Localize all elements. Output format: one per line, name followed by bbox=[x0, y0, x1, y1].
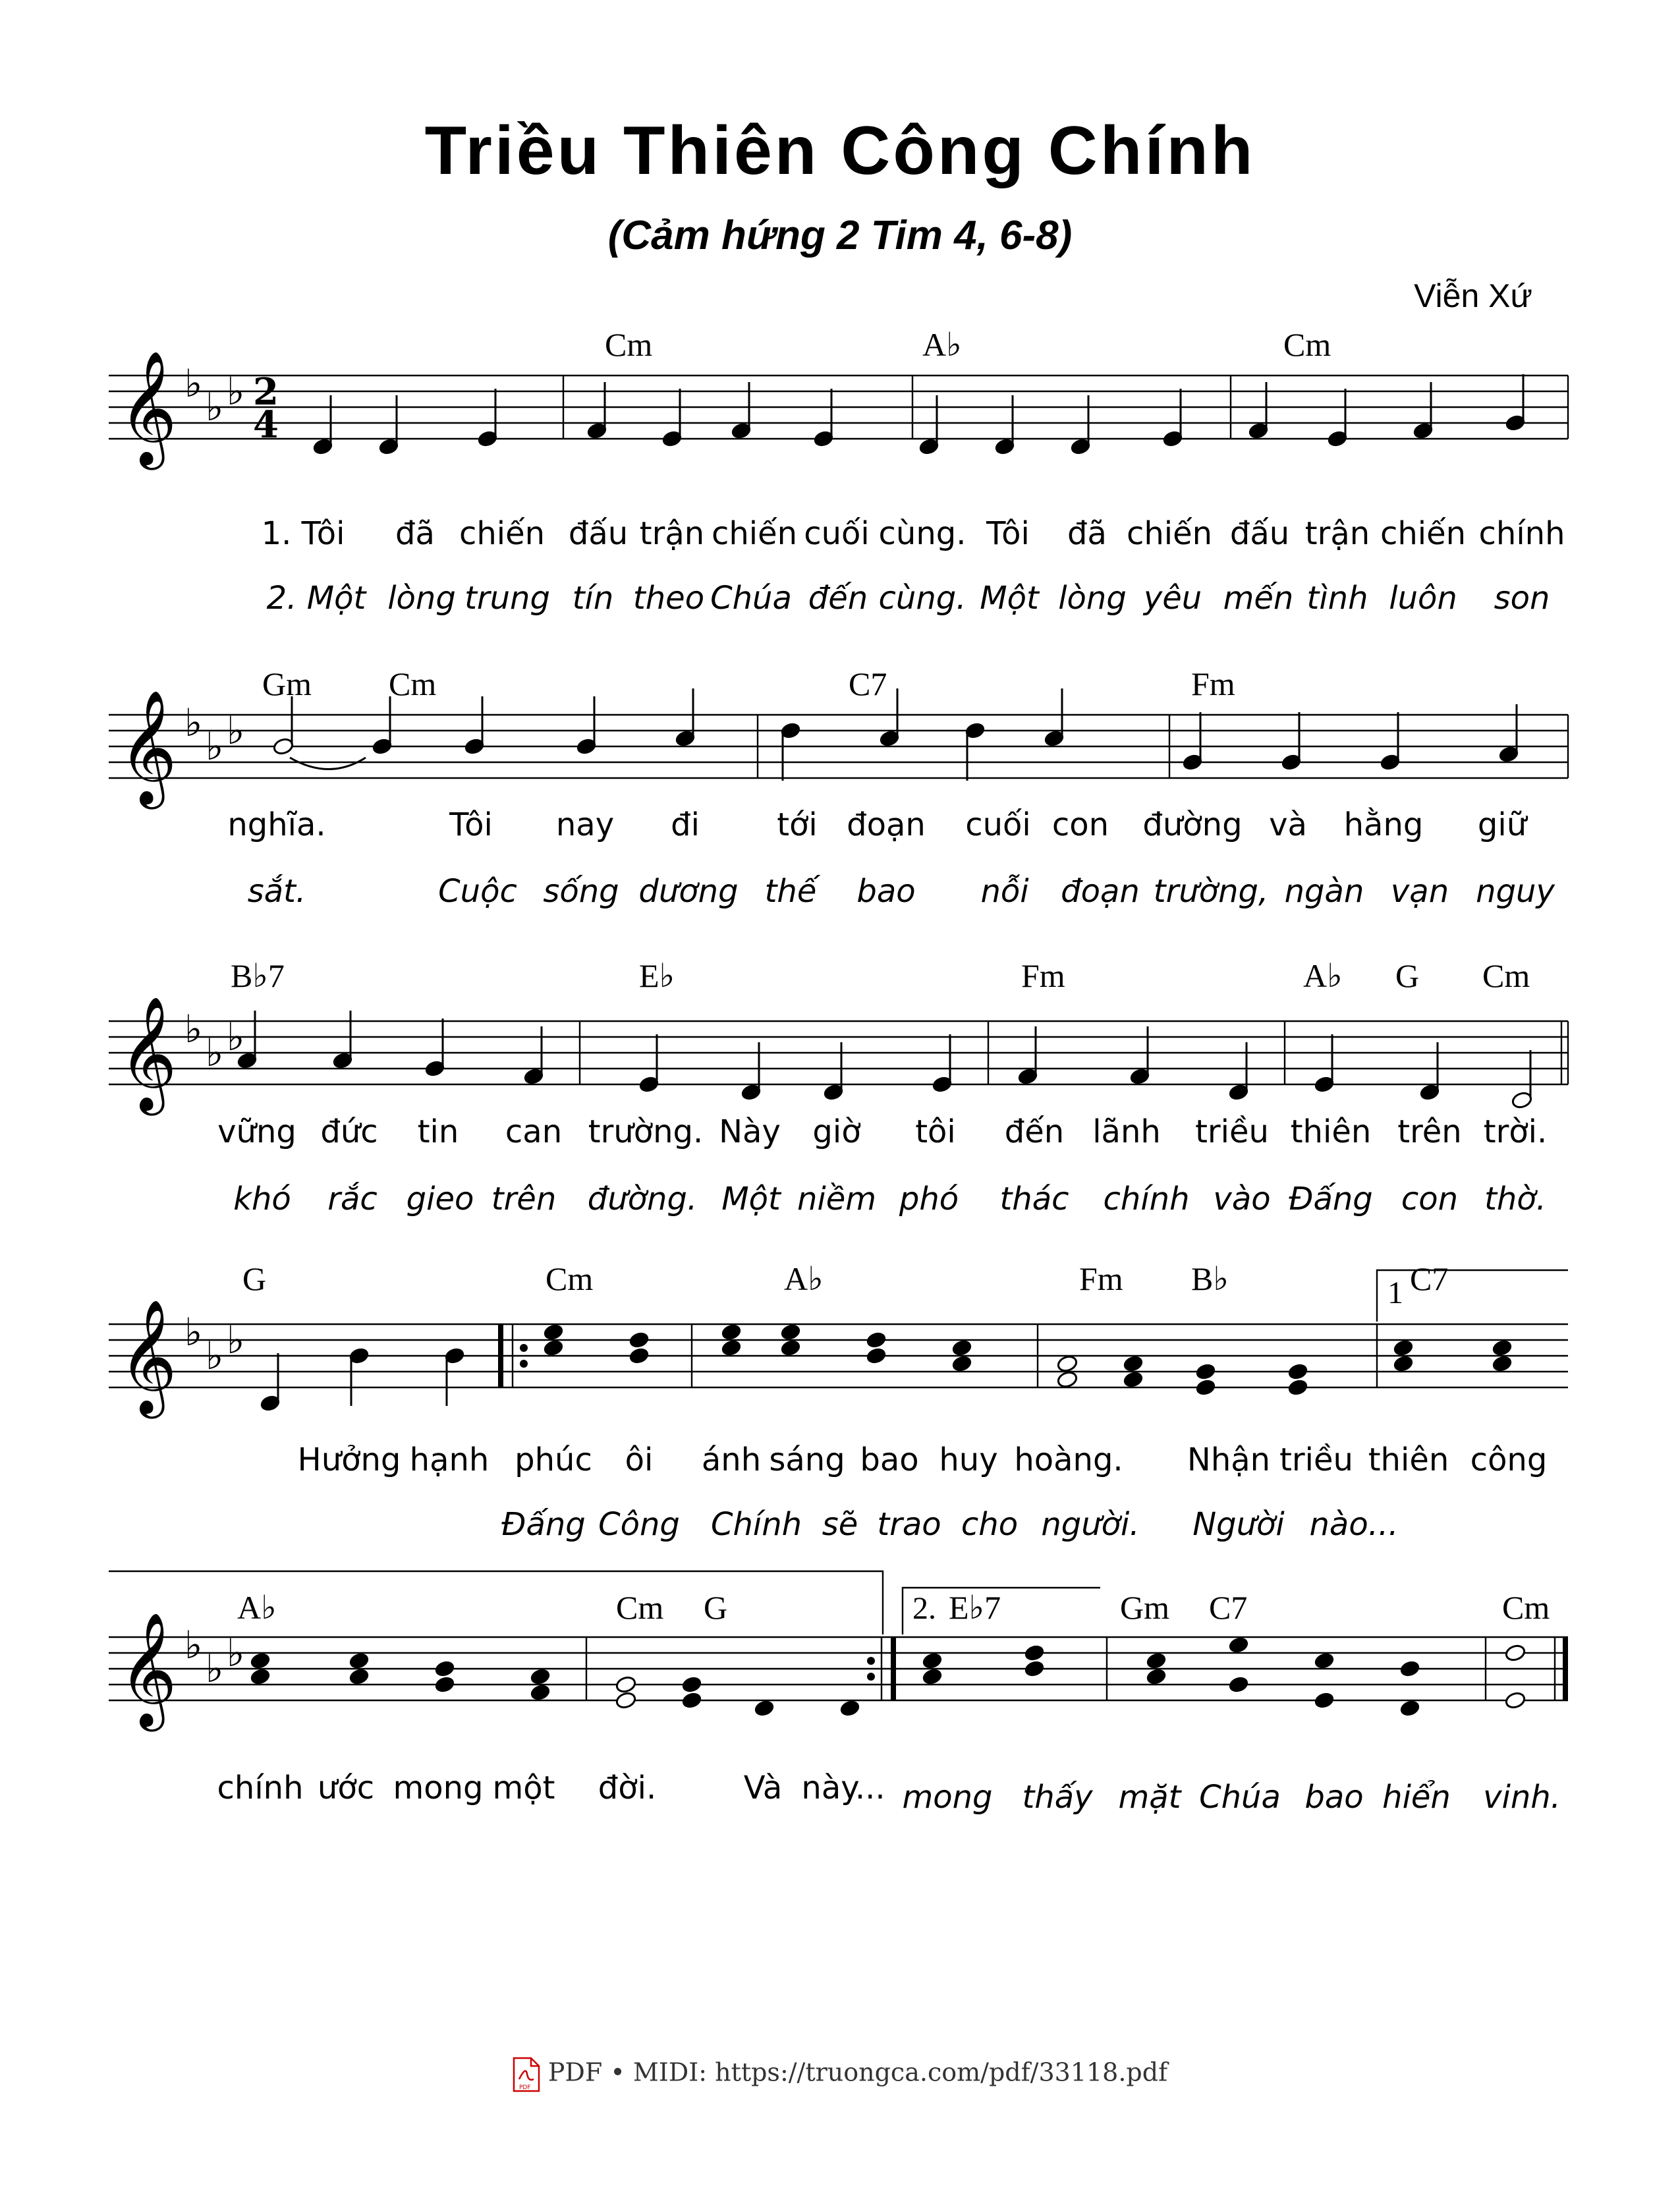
chord-symbols bbox=[262, 665, 1235, 702]
lyric-syllable: Nhận bbox=[1187, 1441, 1271, 1478]
lyric-syllable: mặt bbox=[1118, 1779, 1181, 1816]
treble-clef-icon: 𝄞 bbox=[119, 996, 177, 1111]
pdf-file-icon bbox=[513, 2057, 540, 2092]
lyric-syllable: giờ bbox=[812, 1113, 861, 1150]
chord-symbol: E♭7 bbox=[949, 1589, 1001, 1626]
lyric-syllable: đã bbox=[395, 515, 435, 552]
lyric-syllable: đức bbox=[320, 1113, 378, 1150]
lyric-syllable: thiên bbox=[1290, 1113, 1372, 1150]
lyric-syllable: bao bbox=[856, 873, 916, 910]
notes bbox=[260, 1324, 1513, 1412]
lyric-syllable: chính bbox=[1103, 1181, 1190, 1217]
lyrics-verse-1 bbox=[0, 806, 1680, 846]
lyric-syllable: luôn bbox=[1389, 580, 1457, 617]
chord-symbol: Fm bbox=[1079, 1260, 1123, 1297]
lyric-syllable: chính bbox=[217, 1770, 304, 1806]
lyric-syllable: lãnh bbox=[1092, 1113, 1161, 1150]
lyric-syllable: mến bbox=[1223, 580, 1294, 617]
lyric-syllable: Một bbox=[721, 1181, 781, 1217]
lyric-syllable: con bbox=[1051, 806, 1109, 843]
svg-text:♭: ♭ bbox=[206, 1030, 224, 1075]
lyric-syllable: Cuộc bbox=[438, 873, 517, 910]
first-ending-bracket-continued bbox=[109, 1571, 883, 1634]
chord-symbol: Fm bbox=[1191, 665, 1235, 702]
lyric-syllable: đường bbox=[1142, 806, 1243, 843]
lyric-syllable: 2. Một bbox=[266, 580, 366, 617]
lyric-syllable: sẽ bbox=[822, 1506, 858, 1543]
lyric-syllable: nguy bbox=[1476, 873, 1555, 910]
chord-symbol: Gm bbox=[1120, 1589, 1169, 1626]
chord-symbol: A♭ bbox=[922, 326, 962, 363]
lyric-syllable: một bbox=[492, 1770, 555, 1806]
lyric-syllable: thác bbox=[999, 1181, 1069, 1217]
key-signature-flats bbox=[184, 1623, 244, 1691]
svg-text:♭: ♭ bbox=[227, 1631, 245, 1675]
lyric-syllable: vững bbox=[217, 1113, 296, 1150]
lyric-syllable: 1. Tôi bbox=[261, 515, 345, 552]
key-signature-flats bbox=[184, 1310, 244, 1378]
chord-symbol: Fm bbox=[1021, 957, 1065, 994]
chord-symbol: C7 bbox=[1410, 1260, 1449, 1297]
staff-lines bbox=[109, 376, 1568, 439]
chord-symbol: G bbox=[242, 1260, 267, 1297]
svg-text:♭: ♭ bbox=[184, 700, 203, 745]
svg-text:♭: ♭ bbox=[184, 1007, 203, 1051]
lyric-syllable: son bbox=[1494, 580, 1550, 617]
notes bbox=[250, 1636, 1526, 1717]
lyric-syllable: sắt. bbox=[247, 873, 306, 910]
lyric-syllable: nghĩa. bbox=[227, 806, 326, 843]
lyrics-verse-2 bbox=[0, 1181, 1680, 1220]
chord-symbol: B♭7 bbox=[231, 957, 285, 994]
lyric-syllable: Đấng bbox=[1289, 1181, 1373, 1217]
lyric-syllable: bao bbox=[1304, 1779, 1364, 1816]
lyric-syllable: Và bbox=[743, 1770, 783, 1806]
svg-text:♭: ♭ bbox=[227, 708, 245, 753]
lyric-syllable: vạn bbox=[1390, 873, 1449, 910]
treble-clef-icon: 𝄞 bbox=[119, 690, 177, 804]
key-signature-flats bbox=[184, 361, 244, 430]
chord-symbol: B♭ bbox=[1191, 1260, 1229, 1297]
lyric-syllable: ôi bbox=[625, 1441, 654, 1478]
lyric-syllable: niềm bbox=[797, 1181, 877, 1217]
lyric-syllable: trao bbox=[877, 1506, 941, 1543]
lyric-syllable: sống bbox=[543, 873, 619, 910]
lyric-syllable: đời. bbox=[598, 1770, 657, 1806]
lyric-syllable: sáng bbox=[769, 1441, 845, 1478]
svg-text:♭: ♭ bbox=[206, 724, 224, 769]
time-signature-top: 2 bbox=[253, 370, 279, 414]
chord-symbol: Cm bbox=[1502, 1589, 1550, 1626]
lyric-syllable: rắc bbox=[327, 1181, 378, 1217]
notes bbox=[313, 374, 1526, 455]
treble-clef-icon: 𝄞 bbox=[119, 1299, 177, 1414]
footer-text: PDF • MIDI: https://truongca.com/pdf/33118.pdf bbox=[547, 2057, 1168, 2087]
staff-system-2 bbox=[0, 649, 1680, 820]
lyrics-verse-1 bbox=[0, 515, 1680, 555]
first-ending-number: 1 bbox=[1387, 1275, 1403, 1310]
lyric-syllable: dương bbox=[638, 873, 739, 910]
lyric-syllable: công bbox=[1470, 1441, 1548, 1478]
lyric-syllable: nay bbox=[555, 806, 615, 843]
lyric-syllable: bao bbox=[860, 1441, 919, 1478]
svg-text:♭: ♭ bbox=[184, 1623, 203, 1667]
treble-clef-icon: 𝄞 bbox=[119, 1612, 177, 1727]
lyric-syllable: Tôi bbox=[986, 515, 1030, 552]
chord-symbol: Cm bbox=[546, 1260, 594, 1297]
lyric-syllable: và bbox=[1269, 806, 1307, 843]
lyric-syllable: thấy bbox=[1022, 1779, 1093, 1816]
lyric-syllable: đấu bbox=[568, 515, 629, 552]
lyric-syllable: gieo bbox=[406, 1181, 474, 1217]
svg-text:♭: ♭ bbox=[227, 369, 245, 414]
lyric-syllable: tín bbox=[572, 580, 614, 617]
lyric-syllable: trung bbox=[464, 580, 550, 617]
lyric-syllable: đến bbox=[808, 580, 868, 617]
lyric-syllable: trời. bbox=[1483, 1113, 1548, 1150]
chord-symbols bbox=[242, 1260, 1448, 1297]
lyric-syllable: chiến bbox=[1380, 515, 1467, 552]
lyric-syllable: trường. bbox=[588, 1113, 704, 1150]
lyric-syllable: cùng. bbox=[878, 580, 966, 617]
composer-name: Viễn Xứ bbox=[1414, 277, 1532, 314]
svg-text:♭: ♭ bbox=[184, 361, 203, 406]
chord-symbol: G bbox=[1395, 957, 1420, 994]
lyric-syllable: trên bbox=[1397, 1113, 1462, 1150]
lyrics-verse-2 bbox=[0, 873, 1680, 912]
lyrics-verse-1 bbox=[0, 1441, 1680, 1481]
lyric-syllable: phó bbox=[899, 1181, 959, 1217]
lyric-syllable: chiến bbox=[711, 515, 798, 552]
lyric-syllable: ước bbox=[317, 1770, 375, 1806]
lyric-syllable: đấu bbox=[1229, 515, 1290, 552]
chord-symbol: Cm bbox=[605, 326, 653, 363]
footer-link[interactable] bbox=[0, 2057, 1680, 2092]
lyric-syllable: huy bbox=[939, 1441, 998, 1478]
lyric-syllable: nào... bbox=[1309, 1506, 1399, 1543]
lyric-syllable: Một bbox=[980, 580, 1039, 617]
lyric-syllable: giữ bbox=[1477, 806, 1527, 843]
svg-text:♭: ♭ bbox=[206, 385, 224, 430]
chord-symbol: Cm bbox=[389, 665, 437, 702]
lyric-syllable: đường. bbox=[587, 1181, 698, 1217]
lyric-syllable: mong bbox=[393, 1770, 484, 1806]
lyric-syllable: chiến bbox=[459, 515, 546, 552]
lyric-syllable: cuối bbox=[965, 806, 1031, 843]
lyric-syllable: đoạn bbox=[1061, 873, 1140, 910]
lyric-syllable: thế bbox=[764, 873, 817, 910]
lyric-syllable: trận bbox=[639, 515, 705, 552]
lyric-syllable: cho bbox=[961, 1506, 1019, 1543]
staff-system-4 bbox=[0, 1258, 1680, 1430]
chord-symbol: Cm bbox=[1283, 326, 1331, 363]
staff-system-1 bbox=[0, 310, 1680, 481]
chord-symbol: Gm bbox=[262, 665, 312, 702]
lyric-syllable: cùng. bbox=[878, 515, 966, 552]
lyric-syllable: triều bbox=[1195, 1113, 1269, 1150]
staff-system-3 bbox=[0, 955, 1680, 1127]
lyrics-verse-1 bbox=[0, 1113, 1680, 1153]
lyrics-verse-2 bbox=[0, 580, 1680, 619]
chord-symbol: C7 bbox=[1209, 1589, 1248, 1626]
lyric-syllable: trên bbox=[491, 1181, 557, 1217]
lyric-syllable: người. bbox=[1041, 1506, 1140, 1543]
chord-symbol: E♭ bbox=[639, 957, 675, 994]
song-title: Triều Thiên Công Chính bbox=[424, 113, 1256, 189]
lyric-syllable: Tôi bbox=[449, 806, 493, 843]
chord-symbol: A♭ bbox=[784, 1260, 824, 1297]
lyric-syllable: Đấng bbox=[501, 1506, 586, 1543]
lyric-syllable: đi bbox=[671, 806, 700, 843]
lyric-syllable: con bbox=[1401, 1181, 1459, 1217]
lyric-syllable: ánh bbox=[701, 1441, 762, 1478]
lyric-syllable: tình bbox=[1306, 580, 1368, 617]
chord-symbols bbox=[231, 957, 1530, 994]
lyric-syllable: chính bbox=[1478, 515, 1565, 552]
key-signature-flats bbox=[184, 1007, 244, 1075]
lyric-syllable: trường, bbox=[1153, 873, 1269, 910]
lyric-syllable: khó bbox=[233, 1181, 291, 1217]
lyric-syllable: nỗi bbox=[980, 873, 1029, 910]
time-signature bbox=[253, 370, 279, 447]
lyric-syllable: can bbox=[505, 1113, 563, 1150]
lyric-syllable: mong bbox=[902, 1779, 993, 1816]
lyric-syllable: Này bbox=[719, 1113, 781, 1150]
key-signature-flats bbox=[184, 700, 244, 769]
lyric-syllable: hiển bbox=[1382, 1779, 1451, 1816]
svg-text:♭: ♭ bbox=[206, 1646, 224, 1691]
lyric-syllable: ngàn bbox=[1284, 873, 1364, 910]
lyric-syllable: Chúa bbox=[1199, 1779, 1281, 1816]
lyric-syllable: trận bbox=[1304, 515, 1370, 552]
svg-text:♭: ♭ bbox=[206, 1333, 224, 1378]
notes bbox=[237, 1011, 1533, 1109]
lyric-syllable: hạnh bbox=[409, 1441, 490, 1478]
lyric-syllable: cuối bbox=[804, 515, 870, 552]
lyric-syllable: chiến bbox=[1126, 515, 1213, 552]
first-ending-bracket bbox=[1377, 1270, 1568, 1322]
lyric-syllable: tới bbox=[777, 806, 818, 843]
lyric-syllable: lòng bbox=[1058, 580, 1127, 617]
lyric-syllable: thờ. bbox=[1484, 1181, 1546, 1217]
second-ending-number: 2. bbox=[912, 1591, 936, 1626]
chord-symbol: C7 bbox=[849, 665, 887, 702]
lyric-syllable: đoạn bbox=[847, 806, 926, 843]
song-subtitle: (Cảm hứng 2 Tim 4, 6-8) bbox=[607, 213, 1073, 258]
lyric-syllable: triều bbox=[1279, 1441, 1353, 1478]
treble-clef-icon: 𝄞 bbox=[119, 350, 177, 465]
lyric-syllable: hằng bbox=[1343, 806, 1424, 843]
notes bbox=[272, 688, 1519, 781]
lyric-syllable: thiên bbox=[1368, 1441, 1449, 1478]
lyric-syllable: Hưởng bbox=[297, 1441, 401, 1478]
chord-symbols bbox=[605, 326, 1331, 363]
lyric-syllable: Công bbox=[598, 1506, 680, 1543]
svg-text:♭: ♭ bbox=[227, 1318, 245, 1362]
lyrics-verse-2 bbox=[0, 1506, 1680, 1546]
chord-symbol: A♭ bbox=[237, 1589, 277, 1626]
chord-symbol: Cm bbox=[616, 1589, 664, 1626]
lyric-syllable: Người bbox=[1192, 1506, 1285, 1543]
lyric-syllable: vinh. bbox=[1483, 1779, 1561, 1816]
svg-text:PDF: PDF bbox=[518, 2084, 531, 2091]
lyric-syllable: tin bbox=[417, 1113, 459, 1150]
lyric-syllable: Chính bbox=[710, 1506, 802, 1543]
lyric-syllable: yêu bbox=[1143, 580, 1202, 617]
lyric-syllable: Chúa bbox=[710, 580, 792, 617]
lyric-syllable: đã bbox=[1067, 515, 1107, 552]
chord-symbol: G bbox=[704, 1589, 728, 1626]
chord-symbol: A♭ bbox=[1303, 957, 1343, 994]
lyric-syllable: tôi bbox=[915, 1113, 956, 1150]
lyrics-verse-2 bbox=[0, 1779, 1680, 1818]
chord-symbols bbox=[237, 1589, 1550, 1626]
svg-text:♭: ♭ bbox=[227, 1015, 245, 1059]
lyric-syllable: đến bbox=[1004, 1113, 1065, 1150]
lyric-syllable: theo bbox=[632, 580, 705, 617]
time-signature-bottom: 4 bbox=[253, 403, 279, 447]
svg-text:♭: ♭ bbox=[184, 1310, 203, 1354]
chord-symbol: Cm bbox=[1482, 957, 1530, 994]
lyric-syllable: vào bbox=[1213, 1181, 1271, 1217]
lyric-syllable: này... bbox=[801, 1770, 885, 1806]
staff-system-5 bbox=[0, 1571, 1680, 1743]
lyric-syllable: phúc bbox=[515, 1441, 592, 1478]
lyric-syllable: hoàng. bbox=[1014, 1441, 1123, 1478]
lyric-syllable: lòng bbox=[387, 580, 456, 617]
